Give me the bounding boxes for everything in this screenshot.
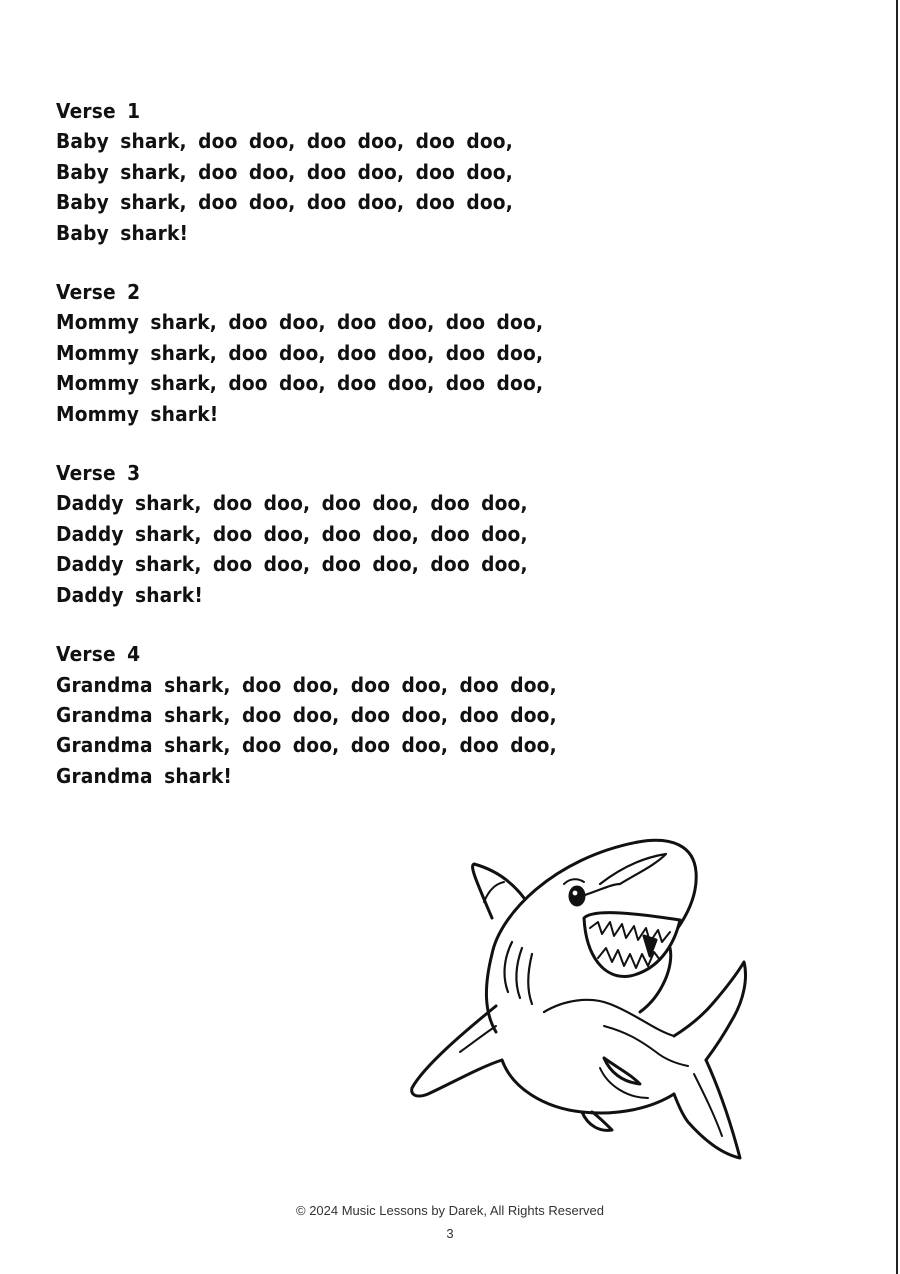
- verse-2: [56, 277, 616, 429]
- verse-title: Verse 1: [56, 99, 141, 123]
- verse-line: Grandma shark!: [56, 763, 233, 788]
- verse-4: [56, 639, 616, 791]
- verse-line: Mommy shark!: [56, 401, 219, 426]
- verse-3: [56, 458, 616, 610]
- copyright-text: © 2024 Music Lessons by Darek, All Rights Reserved: [296, 1203, 604, 1218]
- lyrics: [56, 96, 616, 820]
- verse-line: Baby shark, doo doo, doo doo, doo doo,: [56, 159, 514, 184]
- verse-line: Baby shark!: [56, 220, 189, 245]
- verse-1: [56, 96, 616, 248]
- verse-line: Grandma shark, doo doo, doo doo, doo doo,: [56, 733, 557, 758]
- page-number: 3: [446, 1226, 454, 1241]
- verse-line: Daddy shark, doo doo, doo doo, doo doo,: [56, 552, 528, 577]
- verse-line: Grandma shark, doo doo, doo doo, doo doo,: [56, 672, 557, 697]
- verse-title: Verse 3: [56, 461, 141, 486]
- verse-line: Mommy shark, doo doo, doo doo, doo doo,: [56, 310, 544, 335]
- verse-line: Mommy shark, doo doo, doo doo, doo doo,: [56, 340, 544, 365]
- verse-title: Verse 2: [56, 280, 141, 305]
- verse-title: Verse 4: [56, 642, 141, 667]
- shark-illustration-icon: [404, 836, 756, 1172]
- verse-line: Grandma shark, doo doo, doo doo, doo doo,: [56, 702, 557, 727]
- verse-line: Daddy shark, doo doo, doo doo, doo doo,: [56, 491, 528, 516]
- verse-line: Baby shark, doo doo, doo doo, doo doo,: [56, 129, 514, 154]
- verse-line: Mommy shark, doo doo, doo doo, doo doo,: [56, 371, 544, 396]
- verse-line: Baby shark, doo doo, doo doo, doo doo,: [56, 190, 514, 215]
- verse-line: Daddy shark, doo doo, doo doo, doo doo,: [56, 521, 528, 546]
- verse-line: Daddy shark!: [56, 582, 203, 607]
